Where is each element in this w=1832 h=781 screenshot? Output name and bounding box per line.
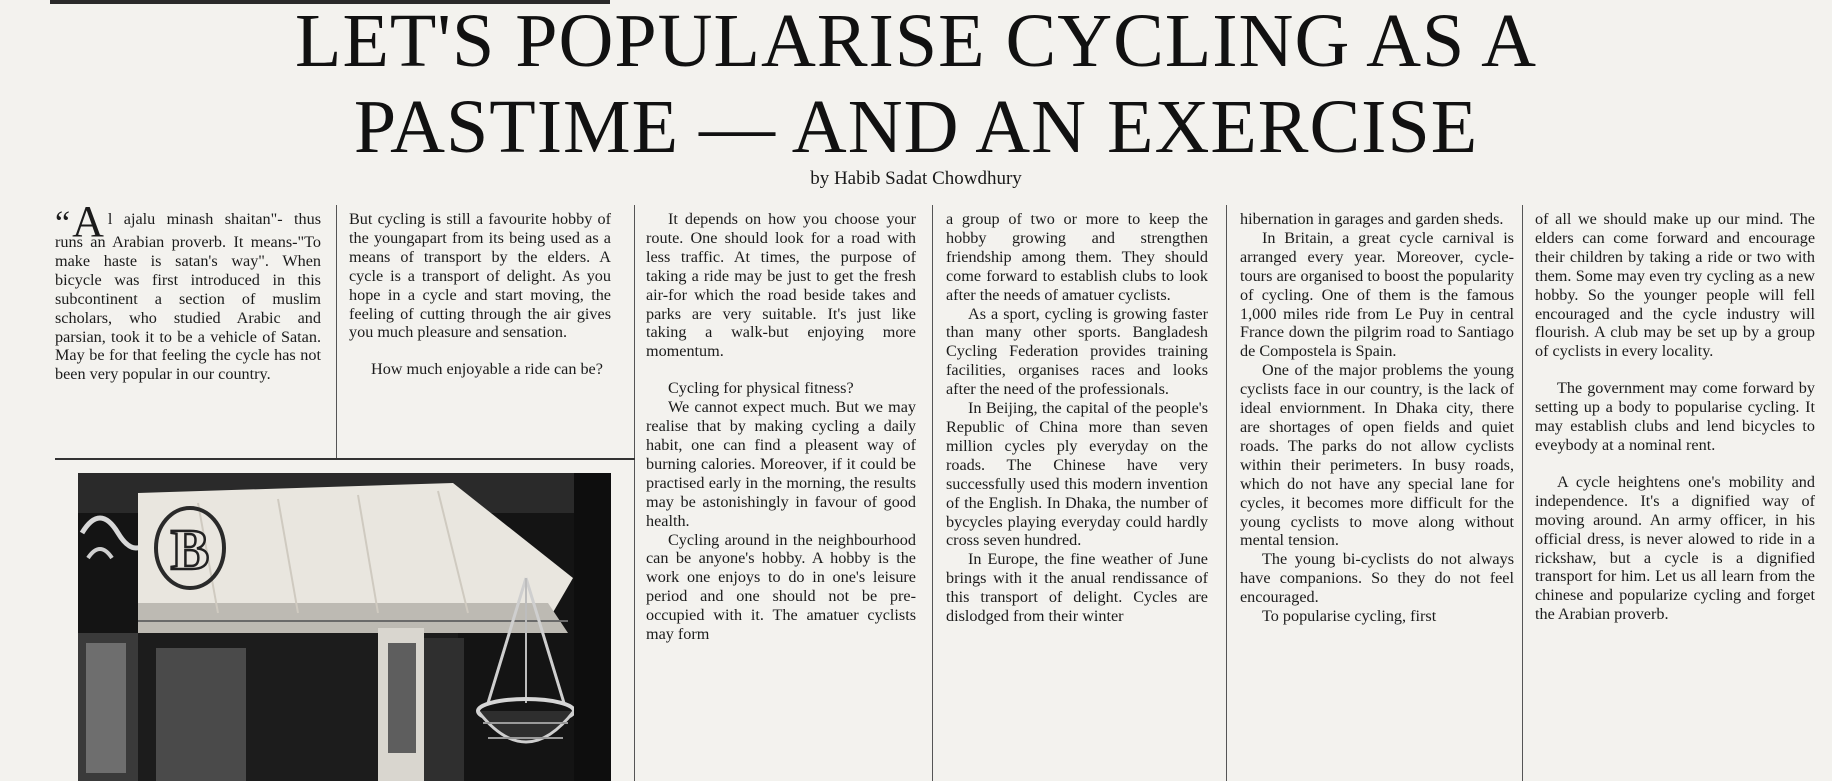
paragraph: a group of two or more to keep the hobby growing and strengthen friendship among them. They should come forward to establish clubs to look after the needs of amatuer cyclists. — [946, 210, 1208, 304]
column-rule — [1522, 205, 1523, 781]
emblem-letter: B — [170, 517, 210, 582]
paragraph-text: l ajalu minash shaitan"- thus runs an Arabian proverb. It means-"To make haste is satan's way". When bicycle was first introduced in this subcontinent a section of muslim scholars, who studied Arabic and parsian, took it to be a vehicle of Satan. May be for that feeling the cycle has not been very popular in our country. — [55, 210, 321, 384]
article-column-2 — [349, 210, 611, 379]
paragraph: In Europe, the fine weather of June brings with it the anual rendissance of this transport of delight. Cycles are dislodged from their winter — [946, 550, 1208, 626]
paragraph: of all we should make up our mind. The elders can come forward and encourage their children by taking a ride or two with them. Some may even try cycling as a new hobby. So the younger people will fell encouraged and the cycle industry will flourish. A club may be set up by a group of cyclists in every locality. — [1535, 210, 1815, 361]
article-column-1 — [55, 197, 321, 384]
paragraph: The young bi-cyclists do not always have companions. So they do not feel encouraged. — [1240, 550, 1514, 607]
headline-line-2: PASTIME — AND AN EXERCISE — [353, 85, 1479, 169]
column-rule — [1226, 205, 1227, 781]
paragraph: As a sport, cycling is growing faster than many other sports. Bangladesh Cycling Federation provides training facilities, organises races and looks after the need of the professionals. — [946, 304, 1208, 399]
paragraph: Cycling around in the neighbourhood can be anyone's hobby. A hobby is the work one enjoys to do in one's leisure period and one should not be pre-occupied with it. The amatuer cyclists may form — [646, 530, 916, 644]
paragraph: Cycling for physical fitness? — [668, 379, 854, 398]
paragraph: In Beijing, the capital of the people's Republic of China more than seven million cycles ply everyday on the roads. The Chinese have very successfully used this modern invention of the English. In Dhaka, the number of bycycles playing everyday could hardly cross seven hundred. — [946, 399, 1208, 550]
column-rule — [336, 205, 337, 458]
paragraph: How much enjoyable a ride can be? — [371, 360, 603, 379]
paragraph: One of the major problems the young cyclists face in our country, is the lack of ideal enviornment. In Dhaka city, there are shortages of open fields and quiet roads. The parks do not allow cyclists within their perimeters. In busy roads, which do not have any special lane for cycles, it becomes more difficult for the young cyclists to move along without mental tension. — [1240, 361, 1514, 550]
article-column-5 — [1240, 210, 1514, 626]
paragraph: hibernation in garages and garden sheds. — [1240, 210, 1504, 228]
article-column-4 — [946, 210, 1208, 626]
paragraph: To popularise cycling, first — [1262, 607, 1437, 626]
paragraph: In Britain, a great cycle carnival is arranged every year. Moreover, cycle-tours are organised to boost the popularity of cycling. One of them is the famous 1,000 miles ride from Le Puy in central France down the pilgrim road to Santiago de Compostela is Spain. — [1240, 228, 1514, 361]
drop-cap: A — [72, 197, 104, 246]
paragraph: It depends on how you choose your route. One should look for a road with less traffic. At times, the purpose of taking a ride may be just to get the fresh air-for which the road beside takes and parks are very suitable. It's just like taking a walk-but enjoying more momentum. — [646, 210, 916, 361]
article-column-6 — [1535, 210, 1815, 624]
paragraph: A cycle heightens one's mobility and independence. It's a dignified way of moving around. An army officer, in his official dress, is never alowed to ride in a rickshaw, but a cycle is a dignified transport for him. Let us all learn from the chinese and popularize cycling and forget the Arabian proverb. — [1535, 472, 1815, 624]
paragraph: The government may come forward by setting up a body to popularise cycling. It may establish clubs and lend bicycles to eveybody at a nominal rent. — [1535, 379, 1815, 454]
byline: by Habib Sadat Chowdhury — [810, 168, 1022, 189]
paragraph — [55, 197, 321, 384]
article-photo — [78, 473, 611, 781]
open-quote: “ — [55, 205, 71, 242]
article-column-3 — [646, 210, 916, 644]
column-rule — [932, 205, 933, 781]
column-rule — [634, 205, 635, 781]
headline — [0, 0, 1832, 170]
paragraph: But cycling is still a favourite hobby of the youngapart from its being used as a means of transport by the elders. A cycle is a transport of delight. As you hope in a cycle and start moving, the feeling of cutting through the air gives you much pleasure and sensation. — [349, 210, 611, 342]
headline-line-1: LET'S POPULARISE CYCLING AS A — [295, 0, 1537, 83]
photo-top-rule — [55, 458, 635, 460]
paragraph: We cannot expect much. But we may realise that by making cycling a daily habit, one can find a pleasent way of burning calories. Moreover, if it could be practised early in the morning, the results may be astonishingly in favour of good health. — [646, 398, 916, 530]
